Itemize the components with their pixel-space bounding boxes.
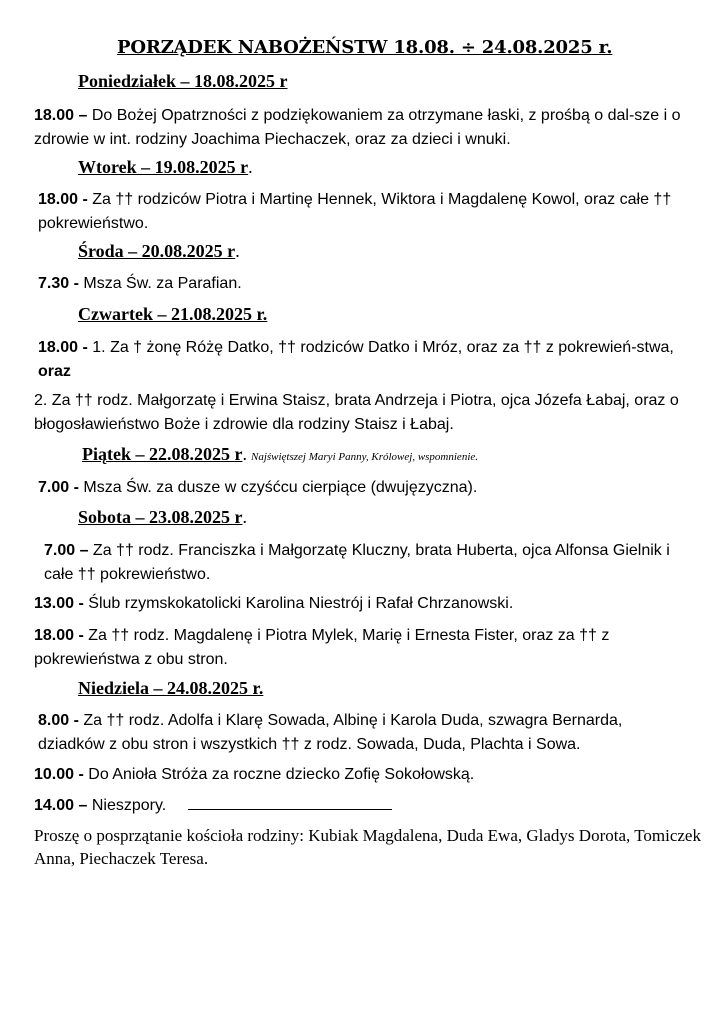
mass-entry: [38, 272, 694, 296]
day-name: Niedziela – 24.08.2025 r.: [78, 678, 264, 698]
day-name: Piątek – 22.08.2025 r: [82, 444, 243, 464]
mass-entry: [38, 188, 694, 236]
day-heading-wednesday: Środa – 20.08.2025 r.: [78, 241, 240, 261]
day-heading-thursday: [78, 304, 267, 325]
day-heading-tuesday: Wtorek – 19.08.2025 r.: [78, 157, 253, 177]
mass-sep: -: [74, 766, 84, 783]
day-name: Wtorek – 19.08.2025 r: [78, 157, 249, 177]
day-heading-friday: Piątek – 22.08.2025 r. Najświętszej Maryi Panny, Królowej, wspomnienie.: [82, 444, 479, 464]
mass-intention: Za †† rodziców Piotra i Martinę Hennek, Wiktora i Magdalenę Kowol, oraz całe †† pokrewieństwo.: [38, 191, 672, 232]
mass-intention: Msza Św. za Parafian.: [78, 275, 242, 292]
blank-line: [188, 809, 392, 810]
day-name: Czwartek – 21.08.2025 r.: [78, 304, 268, 324]
mass-intention: Msza Św. za dusze w czyśćcu cierpiące (dwujęzyczna).: [78, 479, 478, 496]
mass-sep: –: [74, 107, 88, 124]
mass-entry: [34, 794, 690, 818]
mass-time: 18.00: [34, 627, 75, 644]
mass-intention: Do Anioła Stróża za roczne dziecko Zofię Sokołowską.: [83, 766, 475, 783]
mass-time: 7.30: [38, 275, 70, 292]
mass-sep: -: [74, 595, 84, 612]
mass-sep: -: [69, 712, 79, 729]
mass-time: 8.00: [38, 712, 70, 729]
feast-note: Najświętszej Maryi Panny, Królowej, wspomnienie.: [250, 451, 479, 463]
mass-intention: Nieszpory.: [87, 797, 167, 814]
mass-entry: [34, 624, 690, 672]
mass-time: 13.00: [34, 595, 75, 612]
page-title: PORZĄDEK NABOŻEŃSTW 18.08. ÷ 24.08.2025 r.: [117, 37, 613, 58]
mass-entry: [38, 476, 694, 500]
mass-entry: [34, 592, 690, 616]
mass-entry: [38, 336, 690, 384]
mass-time: 18.00: [38, 191, 79, 208]
mass-intention-bold: oraz: [38, 363, 71, 380]
mass-sep: –: [75, 542, 89, 559]
mass-time: 7.00: [38, 479, 70, 496]
cleaning-notice: Proszę o posprzątanie kościoła rodziny: Kubiak Magdalena, Duda Ewa, Gladys Dorota, Tomiczek Anna, Piechaczek Teresa.: [34, 826, 701, 868]
mass-entry: [44, 539, 690, 587]
mass-intention: 1. Za † żonę Różę Datko, †† rodziców Datko i Mróz, oraz za †† z pokrewień-stwa,: [87, 339, 674, 356]
mass-sep: -: [69, 479, 79, 496]
day-name: Środa – 20.08.2025 r: [78, 241, 236, 261]
mass-time: 10.00: [34, 766, 75, 783]
mass-sep: –: [74, 797, 88, 814]
mass-intention: Do Bożej Opatrzności z podziękowaniem za otrzymane łaski, z prośbą o dal-sze i o zdrowie w int. rodziny Joachima Piechaczek, oraz za dzieci i wnuki.: [34, 107, 681, 148]
day-name: Poniedziałek – 18.08.2025 r: [78, 71, 288, 91]
mass-entry: [34, 763, 690, 787]
mass-intention: Za †† rodz. Franciszka i Małgorzatę Kluczny, brata Huberta, ojca Alfonsa Gielnik i całe †† pokrewieństwo.: [44, 542, 670, 583]
mass-entry: [34, 389, 690, 437]
mass-intention: Za †† rodz. Adolfa i Klarę Sowada, Albinę i Karola Duda, szwagra Bernarda, dziadków z obu stron i wszystkich †† z rodz. Sowada, Duda, Plachta i Sowa.: [38, 712, 623, 753]
mass-time: 18.00: [34, 107, 75, 124]
mass-intention: Ślub rzymskokatolicki Karolina Niestrój i Rafał Chrzanowski.: [83, 595, 514, 612]
mass-sep: -: [74, 627, 84, 644]
day-name: Sobota – 23.08.2025 r: [78, 507, 243, 527]
day-heading-saturday: Sobota – 23.08.2025 r.: [78, 507, 248, 527]
mass-entry: [34, 104, 690, 152]
mass-sep: -: [78, 191, 88, 208]
mass-time: 18.00: [38, 339, 79, 356]
mass-sep: -: [78, 339, 88, 356]
mass-intention: Za †† rodz. Magdalenę i Piotra Mylek, Marię i Ernesta Fister, oraz za †† z pokrewieństwa z obu stron.: [34, 627, 610, 668]
day-heading-sunday: [78, 678, 263, 699]
mass-time: 14.00: [34, 797, 75, 814]
mass-entry: [38, 709, 690, 757]
mass-intention: 2. Za †† rodz. Małgorzatę i Erwina Staisz, brata Andrzeja i Piotra, ojca Józefa Łabaj, oraz o błogosławieństwo Boże i zdrowie dla rodziny Staisz i Łabaj.: [34, 392, 679, 433]
mass-time: 7.00: [44, 542, 76, 559]
mass-sep: -: [69, 275, 79, 292]
day-heading-monday: [78, 71, 288, 92]
